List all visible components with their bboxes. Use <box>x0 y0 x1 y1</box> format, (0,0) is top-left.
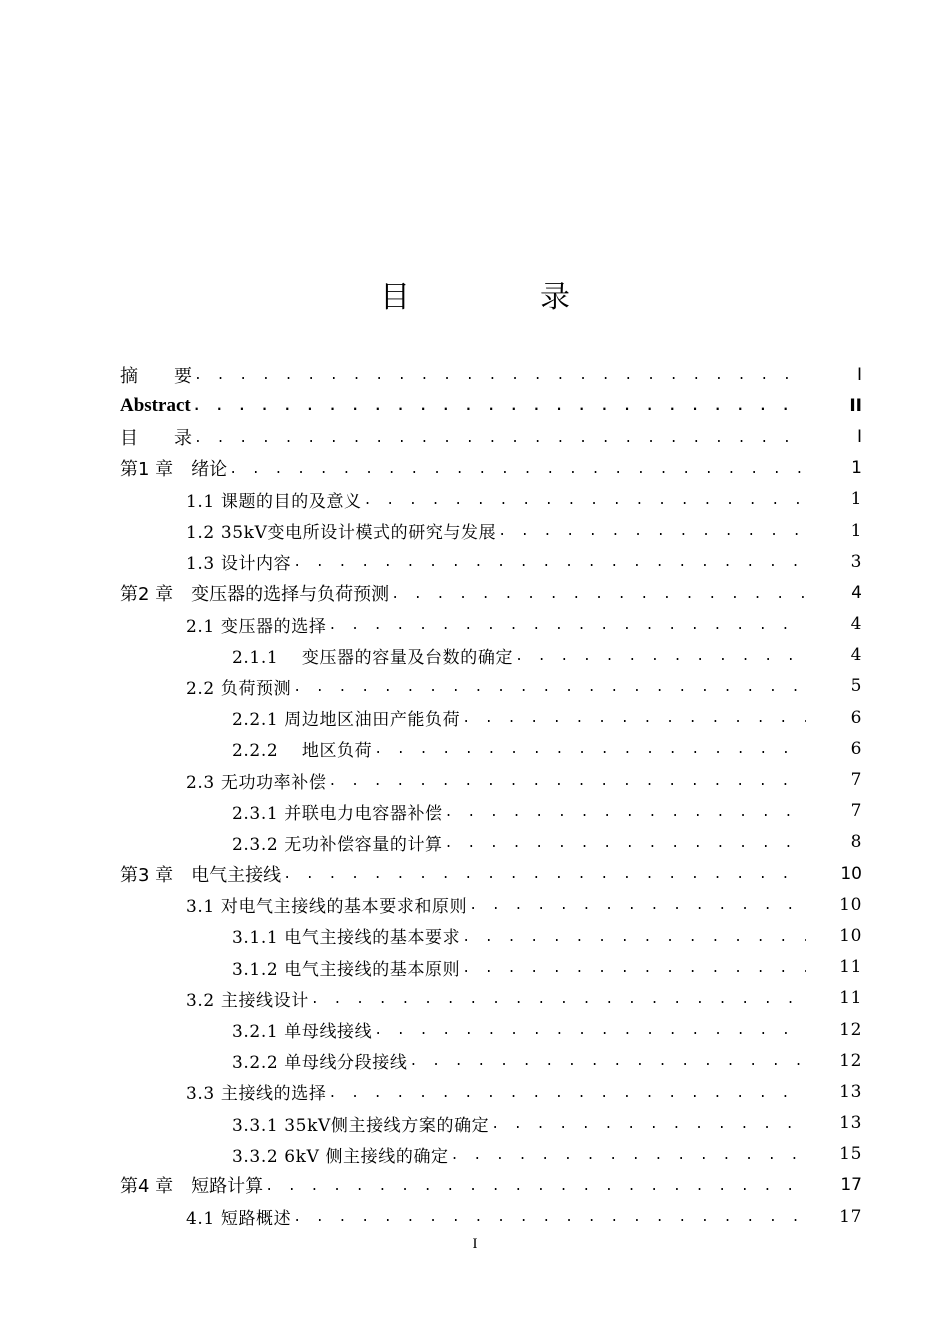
toc-entry-page: 13 <box>839 1081 862 1102</box>
toc-leader-dots <box>374 742 806 764</box>
toc-entry-page: 12 <box>839 1050 862 1071</box>
toc-entry-page: ⅠⅠ <box>849 395 862 416</box>
toc-entry[interactable] <box>120 1076 862 1107</box>
toc-entry-label: 3.1 对电气主接线的基本要求和原则 <box>186 897 468 918</box>
toc-entry[interactable] <box>120 390 862 421</box>
toc-entry-page: 4 <box>850 645 862 666</box>
toc-entry[interactable] <box>120 827 862 858</box>
toc-entry-page: 11 <box>839 957 862 978</box>
toc-entry[interactable] <box>120 609 862 640</box>
toc-entry-page: 12 <box>839 1019 862 1040</box>
toc-entry-page: 13 <box>839 1113 862 1134</box>
table-of-contents <box>120 359 862 1232</box>
toc-entry-label: Abstract <box>120 394 191 416</box>
toc-entry-page: 1 <box>850 489 862 510</box>
toc-leader-dots <box>194 431 806 453</box>
toc-entry-label: 第1 章 绪论 <box>120 459 228 481</box>
toc-entry-page: 10 <box>839 925 862 946</box>
toc-entry-page: 10 <box>839 894 862 915</box>
toc-entry-label: 3.1.1 电气主接线的基本要求 <box>232 928 461 949</box>
toc-leader-dots <box>462 711 806 733</box>
toc-entry[interactable] <box>120 1170 862 1201</box>
toc-leader-dots <box>328 774 806 796</box>
toc-entry-label: 3.2.2 单母线分段接线 <box>232 1053 408 1074</box>
toc-entry[interactable] <box>120 733 862 764</box>
toc-leader-dots <box>498 524 806 546</box>
toc-leader-dots <box>229 462 806 484</box>
toc-entry[interactable] <box>120 1045 862 1076</box>
toc-entry-label: 3.3.2 6kV 侧主接线的确定 <box>232 1146 449 1167</box>
toc-entry-page: 4 <box>850 614 862 635</box>
toc-leader-dots <box>469 898 806 920</box>
toc-entry[interactable] <box>120 1139 862 1170</box>
toc-entry[interactable] <box>120 764 862 795</box>
toc-entry-page: 11 <box>839 988 862 1009</box>
toc-leader-dots <box>374 1023 806 1045</box>
toc-leader-dots <box>491 1117 806 1139</box>
toc-entry-page: 4 <box>851 582 862 603</box>
toc-leader-dots <box>445 805 806 827</box>
toc-entry-page: 15 <box>839 1144 862 1165</box>
toc-entry-page: 7 <box>850 801 862 822</box>
toc-entry-label: 2.1.1 变压器的容量及台数的确定 <box>232 647 514 668</box>
toc-entry[interactable] <box>120 421 862 452</box>
toc-entry[interactable] <box>120 577 862 608</box>
toc-leader-dots <box>515 649 806 671</box>
toc-entry[interactable] <box>120 671 862 702</box>
page-number: I <box>472 1236 478 1252</box>
toc-leader-dots <box>462 930 806 952</box>
toc-entry[interactable] <box>120 983 862 1014</box>
toc-leader-dots <box>193 399 806 421</box>
toc-leader-dots <box>293 680 806 702</box>
toc-entry[interactable] <box>120 640 862 671</box>
toc-leader-dots <box>462 961 806 983</box>
toc-entry-page: 10 <box>840 863 862 884</box>
toc-entry-page: 7 <box>850 770 862 791</box>
toc-entry-label: 3.2 主接线设计 <box>186 990 309 1011</box>
toc-entry-label: 1.3 设计内容 <box>186 554 292 575</box>
toc-entry-label: 1.2 35kV变电所设计模式的研究与发展 <box>186 523 497 544</box>
toc-entry[interactable] <box>120 1201 862 1232</box>
toc-leader-dots <box>283 867 806 889</box>
toc-entry-page: 17 <box>839 1206 862 1227</box>
toc-leader-dots <box>265 1179 806 1201</box>
toc-entry-page: Ⅰ <box>856 426 862 447</box>
toc-leader-dots <box>328 1086 806 1108</box>
toc-leader-dots <box>445 836 806 858</box>
toc-entry-label: 第3 章 电气主接线 <box>120 864 282 886</box>
toc-entry-label: 2.1 变压器的选择 <box>186 616 327 637</box>
toc-leader-dots <box>194 368 806 390</box>
toc-entry-page: 1 <box>851 458 862 479</box>
toc-entry-page: 6 <box>850 738 862 759</box>
toc-entry[interactable] <box>120 702 862 733</box>
toc-leader-dots <box>311 992 806 1014</box>
toc-entry[interactable] <box>120 359 862 390</box>
toc-entry-label: 目 录 <box>120 427 192 449</box>
toc-entry-label: 2.3.2 无功补偿容量的计算 <box>232 834 443 855</box>
toc-entry[interactable] <box>120 920 862 951</box>
toc-entry-page: Ⅰ <box>856 364 862 385</box>
toc-entry-label: 3.1.2 电气主接线的基本原则 <box>232 959 461 980</box>
toc-entry[interactable] <box>120 1108 862 1139</box>
toc-leader-dots <box>409 1054 806 1076</box>
toc-entry-label: 2.3.1 并联电力电容器补偿 <box>232 803 443 824</box>
toc-entry-label: 2.2.2 地区负荷 <box>232 741 373 762</box>
toc-entry-page: 5 <box>850 676 862 697</box>
toc-entry-page: 17 <box>840 1175 862 1196</box>
page-title: 目 录 <box>380 280 620 315</box>
toc-leader-dots <box>451 1148 806 1170</box>
toc-entry-label: 2.3 无功功率补偿 <box>186 772 327 793</box>
toc-entry-page: 6 <box>850 707 862 728</box>
toc-leader-dots <box>328 618 806 640</box>
toc-entry-page: 3 <box>850 551 862 572</box>
toc-entry-label: 2.2 负荷预测 <box>186 678 292 699</box>
toc-entry-label: 1.1 课题的目的及意义 <box>186 491 362 512</box>
toc-entry[interactable] <box>120 546 862 577</box>
toc-entry-label: 4.1 短路概述 <box>186 1209 292 1230</box>
toc-leader-dots <box>391 587 806 609</box>
toc-leader-dots <box>364 493 806 515</box>
toc-entry[interactable] <box>120 889 862 920</box>
toc-entry-label: 摘 要 <box>120 365 192 387</box>
toc-entry-page: 8 <box>850 832 862 853</box>
toc-entry[interactable] <box>120 1014 862 1045</box>
toc-entry-label: 2.2.1 周边地区油田产能负荷 <box>232 710 461 731</box>
toc-entry[interactable] <box>120 796 862 827</box>
toc-leader-dots <box>293 555 806 577</box>
toc-entry-label: 3.2.1 单母线接线 <box>232 1022 373 1043</box>
toc-entry[interactable] <box>120 858 862 889</box>
toc-entry-page: 1 <box>850 520 862 541</box>
toc-entry[interactable] <box>120 515 862 546</box>
toc-entry-label: 3.3.1 35kV侧主接线方案的确定 <box>232 1115 490 1136</box>
toc-entry[interactable] <box>120 453 862 484</box>
toc-entry-label: 3.3 主接线的选择 <box>186 1084 327 1105</box>
toc-entry[interactable] <box>120 484 862 515</box>
toc-entry[interactable] <box>120 952 862 983</box>
toc-entry-label: 第4 章 短路计算 <box>120 1176 264 1198</box>
toc-leader-dots <box>293 1210 806 1232</box>
toc-entry-label: 第2 章 变压器的选择与负荷预测 <box>120 583 390 605</box>
